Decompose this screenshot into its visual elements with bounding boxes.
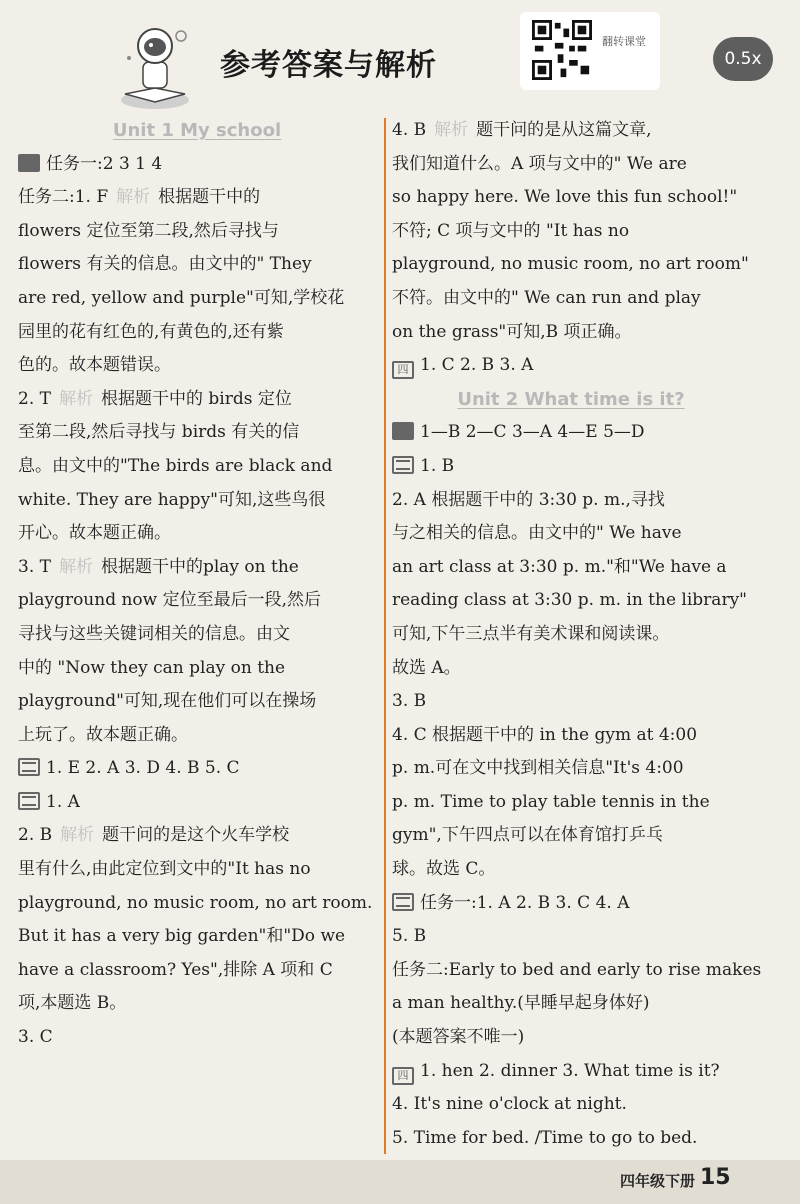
left-answer-lines	[18, 148, 376, 1055]
answer-text: gym",下午四点可以在体育馆打乒乓	[392, 825, 663, 846]
answer-line	[392, 1122, 750, 1156]
answer-text: 不符。由文中的" We can run and play	[392, 287, 701, 308]
answer-text: have a classroom? Yes",排除 A 项和 C	[18, 959, 333, 980]
answer-text: 息。由文中的"The birds are black and	[18, 455, 333, 476]
page-number: 15	[700, 1165, 731, 1190]
answer-line	[18, 887, 376, 921]
answer-text: 园里的花有红色的,有黄色的,还有紫	[18, 321, 284, 342]
answer-text: But it has a very big garden"和"Do we	[18, 926, 346, 947]
unit-1-title: Unit 1 My school	[112, 120, 282, 141]
answer-text: p. m. Time to play table tennis in the	[392, 791, 710, 812]
right-answer-lines-top	[392, 114, 750, 383]
answer-text: an art class at 3:30 p. m."和"We have a	[392, 556, 727, 577]
answer-line	[392, 685, 750, 719]
answer-line	[18, 719, 376, 753]
answer-text: playground"可知,现在他们可以在操场	[18, 691, 317, 712]
answer-text: 寻找与这些关键词相关的信息。由文	[18, 623, 290, 644]
answer-line	[392, 215, 750, 249]
answer-line	[392, 551, 750, 585]
answer-text: 1. A	[46, 791, 80, 812]
answer-line	[392, 819, 750, 853]
answer-line	[18, 416, 376, 450]
qr-caption: 翻转课堂	[602, 35, 646, 48]
answer-line	[392, 1088, 750, 1122]
analysis-tag: 解析	[116, 187, 151, 208]
answer-line	[18, 383, 376, 417]
answer-text: 根据题干中的 in the gym at 4:00	[432, 724, 698, 745]
answer-text: 里有什么,由此定位到文中的"It has no	[18, 859, 311, 880]
right-answer-lines-bottom	[392, 416, 762, 1155]
section-marker-icon	[392, 893, 414, 911]
answer-line	[392, 450, 750, 484]
answer-text: playground now 定位至最后一段,然后	[18, 590, 322, 611]
answer-text: 我们知道什么。A 项与文中的" We are	[392, 153, 687, 174]
answer-line	[392, 652, 750, 686]
answer-line	[392, 181, 750, 215]
answer-text: 1. B	[420, 455, 455, 476]
answer-line	[18, 248, 376, 282]
answer-text: 上玩了。故本题正确。	[18, 724, 188, 745]
answer-line	[18, 316, 376, 350]
answer-text: 1. C 2. B 3. A	[420, 355, 534, 376]
section-marker-icon	[392, 422, 414, 440]
answer-text: 5. Time for bed. /Time to go to bed.	[392, 1127, 698, 1148]
answer-line	[18, 954, 376, 988]
answer-text: 项,本题选 B。	[18, 993, 127, 1014]
answer-line	[18, 450, 376, 484]
answer-line	[392, 1055, 750, 1089]
zoom-indicator-button[interactable]: 0.5x	[713, 37, 773, 81]
answer-line	[18, 551, 376, 585]
answer-line	[392, 887, 750, 921]
left-column	[18, 114, 376, 1055]
answer-line	[392, 316, 750, 350]
unit-2-title: Unit 2 What time is it?	[457, 388, 685, 410]
answer-text: 开心。故本题正确。	[18, 523, 171, 544]
answer-text: 3. C	[18, 1027, 53, 1048]
answer-text: so happy here. We love this fun school!"	[392, 187, 738, 208]
answer-line	[18, 920, 376, 954]
analysis-tag: 解析	[58, 556, 93, 577]
answer-text: white. They are happy"可知,这些鸟很	[18, 489, 326, 510]
answer-text: 可知,下午三点半有美术课和阅读课。	[392, 623, 670, 644]
page-header	[0, 0, 800, 112]
answer-line	[18, 349, 376, 383]
answer-line	[392, 1021, 750, 1055]
answer-line	[392, 114, 750, 148]
answer-text: playground, no music room, no art room.	[18, 892, 373, 913]
column-divider	[384, 118, 386, 1154]
answer-line	[18, 618, 376, 652]
answer-text: 故选 A。	[392, 657, 461, 678]
answer-text: 5. B	[392, 926, 427, 947]
answer-text: 任务一:2 3 1 4	[46, 153, 163, 174]
answer-number: 2. T	[18, 388, 51, 409]
answer-line	[392, 248, 750, 282]
answer-line	[18, 517, 376, 551]
answer-text: a man healthy.(早睡早起身体好)	[392, 993, 650, 1014]
astronaut-reading-icon	[115, 22, 195, 112]
answer-text: 题干问的是这个火车学校	[102, 825, 290, 846]
answer-line	[392, 282, 750, 316]
qr-code-icon[interactable]	[532, 20, 592, 80]
answer-line	[18, 685, 376, 719]
answer-number: 任务二:1. F	[18, 187, 109, 208]
answer-line	[18, 215, 376, 249]
answer-text: 任务二:Early to bed and early to rise makes	[392, 959, 762, 980]
grade-label: 四年级下册	[620, 1172, 696, 1190]
answer-line	[392, 416, 750, 450]
answer-line	[18, 148, 376, 182]
answer-line	[392, 786, 750, 820]
answer-text: playground, no music room, no art room"	[392, 254, 749, 275]
right-column	[392, 114, 762, 1155]
answer-line	[392, 349, 750, 383]
answer-line	[18, 786, 376, 820]
answer-number: 2. B	[18, 825, 53, 846]
answer-text: 1. hen 2. dinner 3. What time is it?	[420, 1060, 720, 1081]
answer-text: 3. B	[392, 691, 427, 712]
answer-text: 与之相关的信息。由文中的" We have	[392, 523, 682, 544]
answer-line	[392, 148, 750, 182]
answer-line	[18, 987, 376, 1021]
analysis-tag: 解析	[60, 825, 95, 846]
answer-line	[392, 618, 750, 652]
answer-line	[18, 584, 376, 618]
answer-text: 1. E 2. A 3. D 4. B 5. C	[46, 758, 240, 779]
answer-line	[392, 987, 750, 1021]
answer-text: 4. It's nine o'clock at night.	[392, 1094, 627, 1115]
answer-line	[392, 517, 750, 551]
answer-line	[18, 1021, 376, 1055]
answer-text: 根据题干中的 3:30 p. m.,寻找	[431, 489, 665, 510]
section-marker-icon: 四	[392, 1067, 414, 1085]
answer-number: 4. C	[392, 724, 427, 745]
answer-line	[18, 752, 376, 786]
answer-text: 1—B 2—C 3—A 4—E 5—D	[420, 422, 645, 443]
answer-number: 4. B	[392, 120, 427, 140]
answer-text: 球。故选 C。	[392, 859, 496, 880]
answer-text: (本题答案不唯一)	[392, 1027, 525, 1048]
answer-text: 至第二段,然后寻找与 birds 有关的信	[18, 422, 300, 443]
section-marker-icon	[18, 758, 40, 776]
answer-line	[392, 954, 762, 988]
answer-text: 根据题干中的play on the	[100, 556, 299, 577]
answer-line	[18, 181, 376, 215]
answer-line	[18, 652, 376, 686]
page-title: 参考答案与解析	[220, 48, 437, 83]
section-marker-icon	[392, 456, 414, 474]
answer-text: 根据题干中的	[158, 187, 261, 208]
answer-line	[392, 853, 750, 887]
answer-text: 不符; C 项与文中的 "It has no	[392, 220, 630, 241]
answer-text: p. m.可在文中找到相关信息"It's 4:00	[392, 758, 684, 779]
answer-line	[392, 719, 750, 753]
answer-line	[392, 484, 750, 518]
answer-text: 根据题干中的 birds 定位	[100, 388, 292, 409]
answer-line	[18, 819, 376, 853]
qr-panel	[520, 12, 660, 90]
answer-text: 题干问的是从这篇文章,	[476, 120, 652, 140]
section-marker-icon	[18, 792, 40, 810]
answer-line	[392, 920, 750, 954]
answer-text: are red, yellow and purple"可知,学校花	[18, 287, 345, 308]
page-footer	[0, 1160, 800, 1204]
answer-text: 中的 "Now they can play on the	[18, 657, 286, 678]
answer-line	[18, 282, 376, 316]
answer-line	[18, 853, 376, 887]
analysis-tag: 解析	[434, 120, 469, 140]
section-marker-icon: 四	[392, 361, 414, 379]
answer-line	[392, 584, 750, 618]
analysis-tag: 解析	[58, 388, 93, 409]
answer-line	[18, 484, 376, 518]
answer-text: flowers 定位至第二段,然后寻找与	[18, 220, 279, 241]
answer-text: 任务一:1. A 2. B 3. C 4. A	[420, 892, 630, 913]
answer-line	[392, 752, 750, 786]
answer-text: 色的。故本题错误。	[18, 355, 171, 376]
answer-number: 2. A	[392, 489, 426, 510]
section-marker-icon	[18, 154, 40, 172]
answer-number: 3. T	[18, 556, 51, 577]
answer-text: reading class at 3:30 p. m. in the library"	[392, 590, 747, 611]
answer-text: flowers 有关的信息。由文中的" They	[18, 254, 312, 275]
answer-text: on the grass"可知,B 项正确。	[392, 321, 632, 342]
